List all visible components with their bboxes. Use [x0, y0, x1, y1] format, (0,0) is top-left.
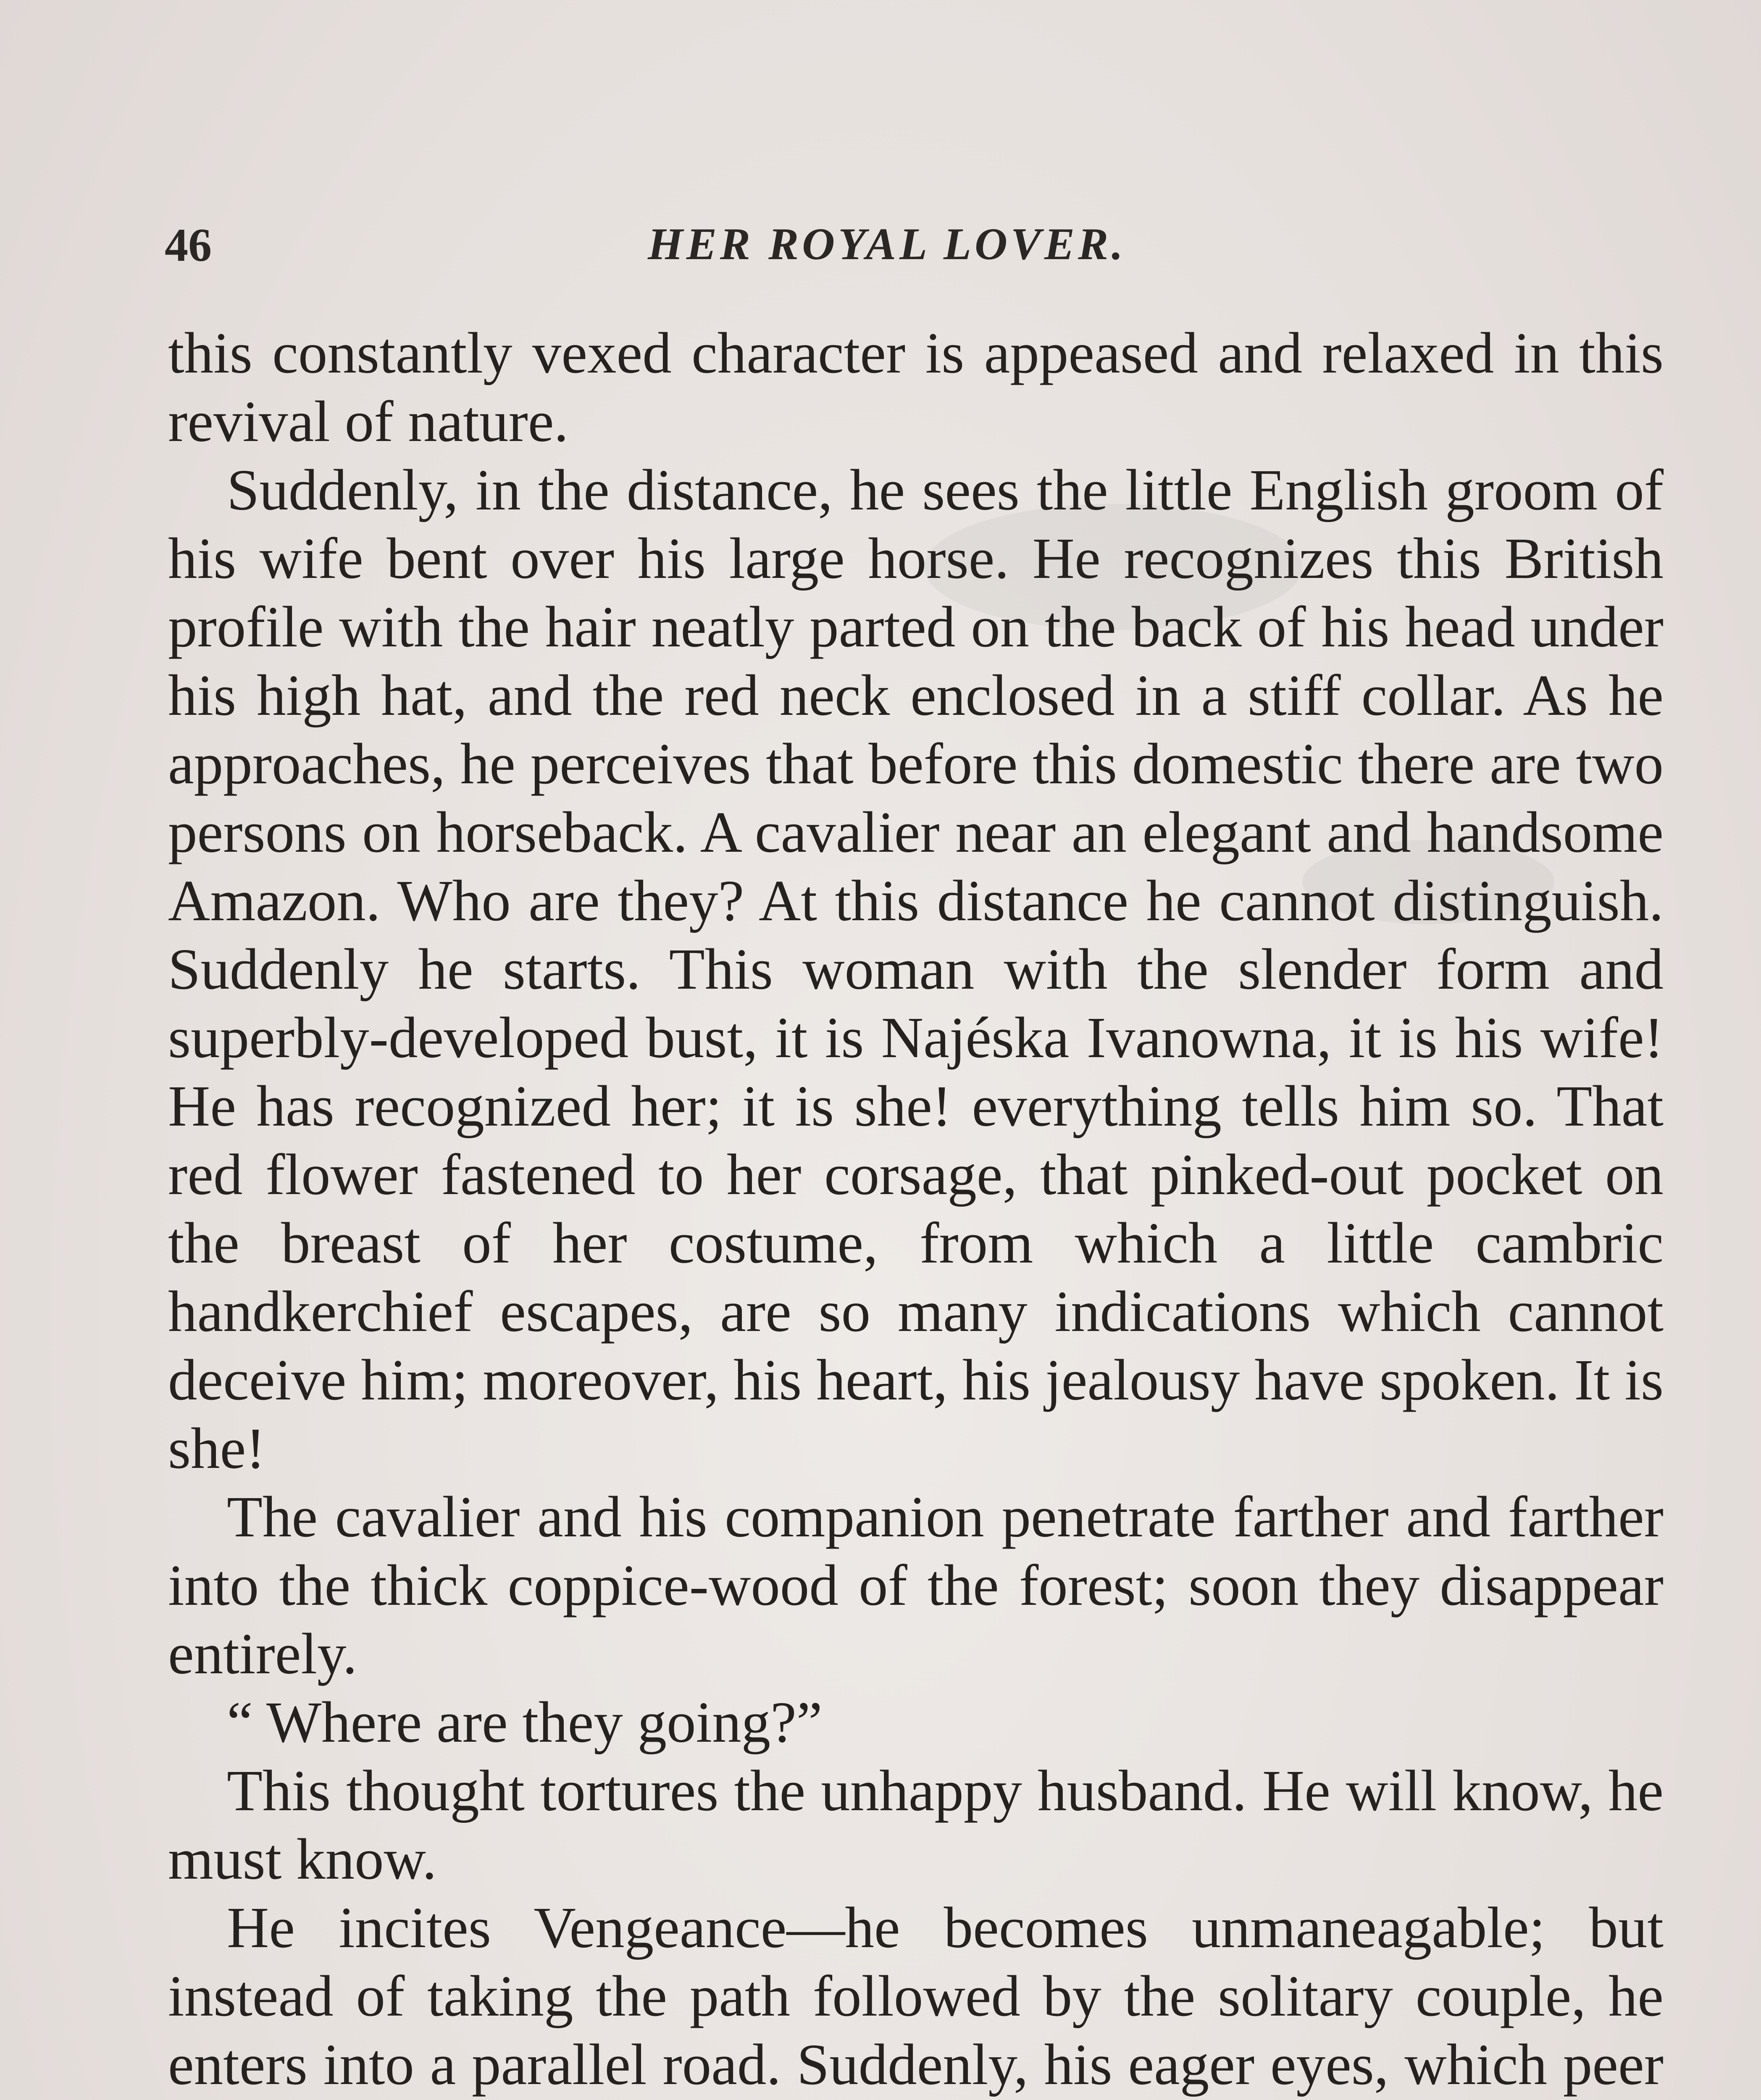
paragraph: The cavalier and his companion penetrate farther and farther into the thick coppice-wood of the forest; soon they disappear entirely. — [168, 1485, 1664, 1686]
paragraph: Suddenly, in the distance, he sees the little English groom of his wife bent over his large horse. He recognizes this British profile with the hair neatly parted on the back of his head under his high hat, and the red neck enclosed in a stiff collar. As he approaches, he perceives that before this domestic there are two persons on horseback. A cavalier near an elegant and handsome Amazon. Who are they? At this distance he cannot distinguish. Suddenly he starts. This woman with the slender form and superbly-developed bust, it is Najéska Ivanowna, it is his wife! He has recognized her; it is she! everything tells him so. That red flower fastened to her corsage, that pinked-out pocket on the breast of her costume, from which a little cambric handkerchief escapes, are so many indications which cannot deceive him; moreover, his heart, his jealousy have spoken. It is she! — [168, 458, 1664, 1481]
running-title: HER ROYAL LOVER. — [648, 219, 1127, 269]
paragraph: He incites Vengeance—he becomes unmaneagable; but instead of taking the path followed by the solitary couple, he enters into a parallel road. Suddenly, his eager eyes, which peer — [168, 1895, 1664, 2097]
paragraph: This thought tortures the unhappy husband. He will know, he must know. — [168, 1759, 1664, 1892]
page-header — [165, 218, 1677, 277]
paragraph: “ Where are they going?” — [227, 1690, 823, 1755]
body-text — [168, 319, 1664, 2100]
page-number: 46 — [165, 219, 212, 271]
paragraph: this constantly vexed character is appeased and relaxed in this revival of nature. — [168, 321, 1664, 454]
